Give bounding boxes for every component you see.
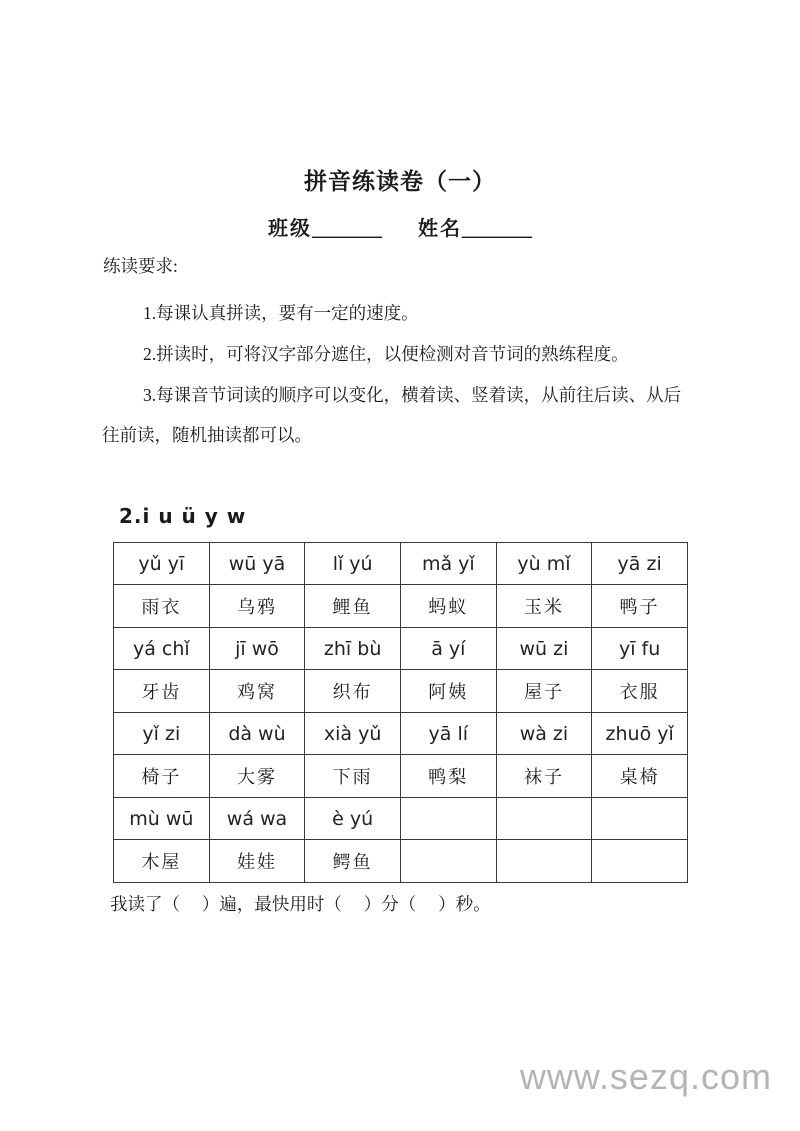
pinyin-row (114, 628, 688, 670)
hanzi-row (114, 585, 688, 628)
pinyin-cell (592, 798, 688, 840)
hanzi-cell: 大雾 (209, 755, 305, 798)
hanzi-row (114, 755, 688, 798)
watermark-text: www.sezq.com (519, 1056, 772, 1097)
pinyin-cell: yā lí (400, 713, 496, 755)
requirement-item-3: 3.每课音节词读的顺序可以变化，横着读、竖着读，从前往后读、从后往前读，随机抽读都可以。 (102, 385, 682, 445)
hanzi-cell: 袜子 (496, 755, 592, 798)
pinyin-cell: mǎ yǐ (400, 543, 496, 585)
pinyin-cell: zhuō yǐ (592, 713, 688, 755)
pinyin-cell: yī fu (592, 628, 688, 670)
hanzi-cell: 鸡窝 (209, 670, 305, 713)
reading-count-line: 我读了（ ）遍，最快用时（ ）分（ ）秒。 (110, 894, 491, 914)
hanzi-cell: 织布 (305, 670, 401, 713)
hanzi-cell: 木屋 (114, 840, 210, 883)
pinyin-row (114, 713, 688, 755)
hanzi-cell: 鳄鱼 (305, 840, 401, 883)
pinyin-cell (496, 798, 592, 840)
requirements-heading: 练读要求: (103, 256, 178, 276)
hanzi-cell: 牙齿 (114, 670, 210, 713)
pinyin-cell: yá chǐ (114, 628, 210, 670)
class-label: 班级 (268, 218, 312, 240)
requirement-item-1: 1.每课认真拼读，要有一定的速度。 (143, 303, 419, 323)
hanzi-cell: 衣服 (592, 670, 688, 713)
hanzi-cell: 阿姨 (400, 670, 496, 713)
pinyin-cell: yù mǐ (496, 543, 592, 585)
pinyin-cell: yǔ yī (114, 543, 210, 585)
hanzi-cell: 屋子 (496, 670, 592, 713)
hanzi-cell: 鲤鱼 (305, 585, 401, 628)
pinyin-row (114, 798, 688, 840)
pinyin-cell: mù wū (114, 798, 210, 840)
hanzi-cell: 鸭子 (592, 585, 688, 628)
hanzi-cell (400, 840, 496, 883)
hanzi-row (114, 840, 688, 883)
hanzi-cell: 桌椅 (592, 755, 688, 798)
pinyin-cell: dà wù (209, 713, 305, 755)
section-heading: 2.i u ü y w (119, 504, 247, 528)
hanzi-cell: 乌鸦 (209, 585, 305, 628)
hanzi-cell (592, 840, 688, 883)
hanzi-cell: 下雨 (305, 755, 401, 798)
hanzi-cell: 娃娃 (209, 840, 305, 883)
class-blank-field: _______ (312, 218, 382, 240)
pinyin-cell: wá wa (209, 798, 305, 840)
pinyin-cell: wà zi (496, 713, 592, 755)
name-blank-field: _______ (462, 218, 532, 240)
pinyin-cell: yā zi (592, 543, 688, 585)
hanzi-cell: 蚂蚁 (400, 585, 496, 628)
pinyin-cell: xià yǔ (305, 713, 401, 755)
pinyin-cell: wū zi (496, 628, 592, 670)
pinyin-cell: jī wō (209, 628, 305, 670)
pinyin-cell (400, 798, 496, 840)
hanzi-cell: 雨衣 (114, 585, 210, 628)
hanzi-cell: 鸭梨 (400, 755, 496, 798)
hanzi-row (114, 670, 688, 713)
name-label: 姓名 (418, 218, 462, 240)
pinyin-cell: zhī bù (305, 628, 401, 670)
pinyin-cell: wū yā (209, 543, 305, 585)
hanzi-cell: 玉米 (496, 585, 592, 628)
pinyin-row (114, 543, 688, 585)
hanzi-cell: 椅子 (114, 755, 210, 798)
pinyin-cell: è yú (305, 798, 401, 840)
word-table (113, 542, 688, 883)
pinyin-cell: lǐ yú (305, 543, 401, 585)
pinyin-cell: ā yí (400, 628, 496, 670)
requirement-item-2: 2.拼读时，可将汉字部分遮住，以便检测对音节词的熟练程度。 (143, 344, 629, 364)
hanzi-cell (496, 840, 592, 883)
class-name-line (0, 212, 800, 241)
pinyin-cell: yǐ zi (114, 713, 210, 755)
page-title: 拼音练读卷（一） (304, 169, 496, 194)
